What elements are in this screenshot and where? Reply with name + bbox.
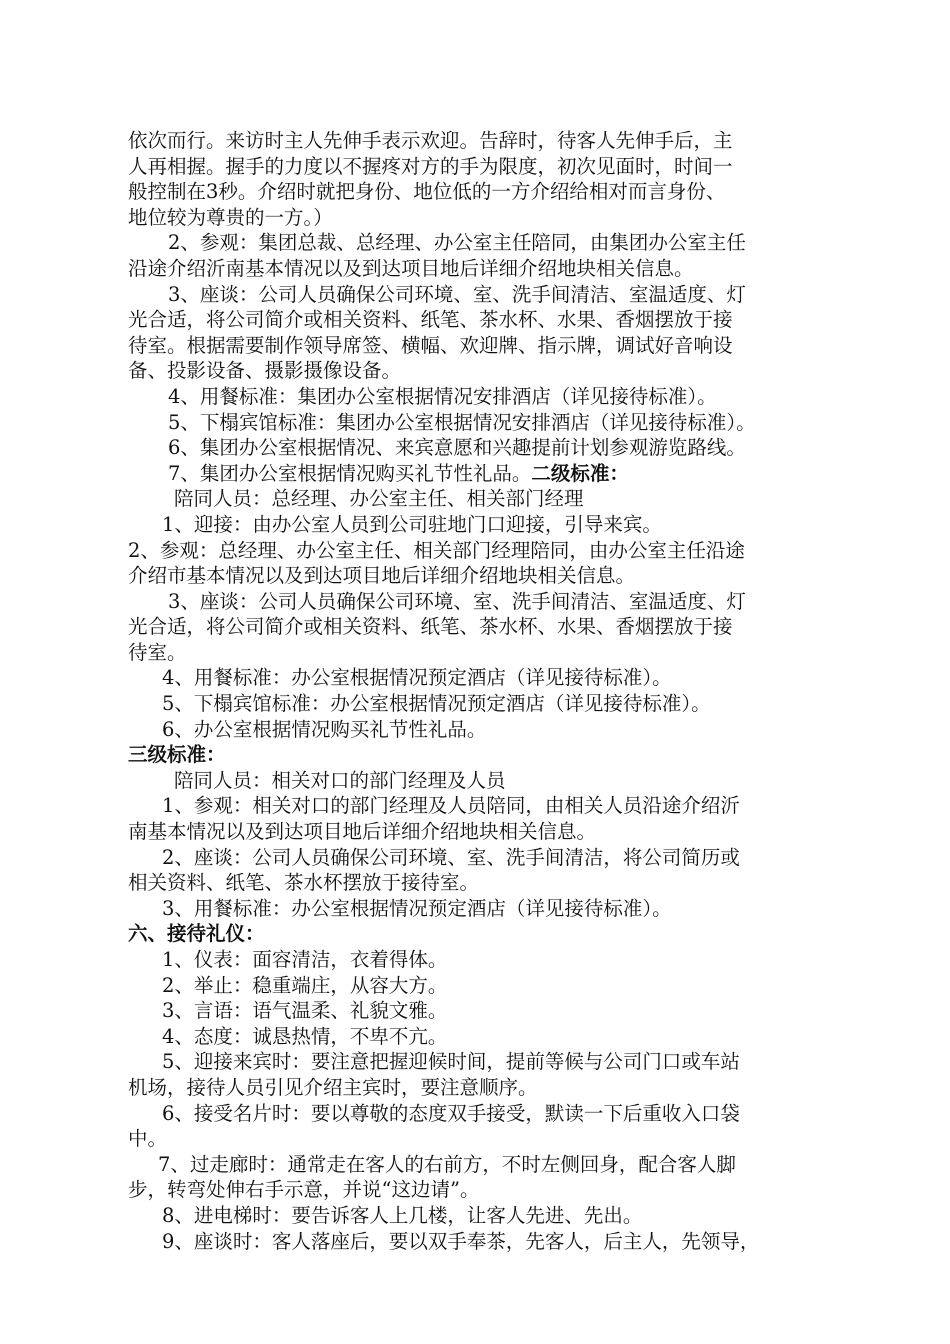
text-line: 4、用餐标准：办公室根据情况预定酒店（详见接待标准）。 [162,666,672,690]
text-line: 沿途介绍沂南基本情况以及到达项目地后详细介绍地块相关信息。 [128,256,694,280]
text-line: 4、用餐标准：集团办公室根据情况安排酒店（详见接待标准）。 [168,384,717,408]
text-line: 南基本情况以及到达项目地后详细介绍地块相关信息。 [128,820,597,844]
text-line: 2、举止：稳重端庄，从容大方。 [162,973,448,997]
text-line: 备、投影设备、摄影摄像设备。 [128,359,402,383]
section-heading: 六、接待礼仪： [128,922,265,946]
text-line: 中。 [128,1127,168,1151]
text-line: 3、言语：语气温柔、礼貌文雅。 [162,999,448,1023]
text-line: 光合适，将公司简介或相关资料、纸笔、茶水杯、水果、香烟摆放于接 [128,308,733,332]
text-line: 3、座谈：公司人员确保公司环境、室、洗手间清洁、室温适度、灯 [168,282,746,306]
text-line: 1、仪表：面容清洁，衣着得体。 [162,948,448,971]
text-line: 待室。 [128,640,187,664]
document-body [128,128,840,1254]
text-line: 5、下榻宾馆标准：集团办公室根据情况安排酒店（详见接待标准）。 [168,410,756,434]
text-line: 般控制在3秒。介绍时就把身份、地位低的一方介绍给相对而言身份、 [128,180,726,204]
text-line: 4、态度：诚恳热情，不卑不亢。 [162,1024,448,1048]
text-line: 机场，接待人员引见介绍主宾时，要注意顺序。 [128,1075,538,1099]
section-heading: 二级标准： [531,461,629,485]
text-line: 地位较为尊贵的一方。） [128,205,333,229]
text-line: 2、参观：集团总裁、总经理、办公室主任陪同，由集团办公室主任 [168,231,746,255]
text-line: 6、集团办公室根据情况、来宾意愿和兴趣提前计划参观游览路线。 [168,436,746,460]
text-line: 1、迎接：由办公室人员到公司驻地门口迎接，引导来宾。 [162,512,662,536]
text-line: 2、座谈：公司人员确保公司环境、室、洗手间清洁，将公司简历或 [162,845,740,869]
text-line: 光合适，将公司简介或相关资料、纸笔、茶水杯、水果、香烟摆放于接 [128,615,733,639]
text-line: 2、参观：总经理、办公室主任、相关部门经理陪同，由办公室主任沿途 [128,538,745,562]
text-line: 陪同人员：相关对口的部门经理及人员 [174,768,506,792]
text-line: 9、座谈时：客人落座后，要以双手奉茶，先客人，后主人，先领导， [162,1229,760,1253]
text-line: 介绍市基本情况以及到达项目地后详细介绍地块相关信息。 [128,564,636,588]
text-line: 3、用餐标准：办公室根据情况预定酒店（详见接待标准）。 [162,896,672,920]
text-line: 依次而行。来访时主人先伸手表示欢迎。告辞时，待客人先伸手后，主 [128,129,733,152]
text-line: 3、座谈：公司人员确保公司环境、室、洗手间清洁、室温适度、灯 [168,589,746,613]
text-line: 6、接受名片时：要以尊敬的态度双手接受，默读一下后重收入口袋 [162,1101,740,1125]
text-line: 人再相握。握手的力度以不握疼对方的手为限度，初次见面时，时间一 [128,154,733,178]
text-line: 7、过走廊时：通常走在客人的右前方，不时左侧回身，配合客人脚 [158,1152,736,1176]
text-line: 5、迎接来宾时：要注意把握迎候时间，提前等候与公司门口或车站 [162,1050,740,1074]
text-run: 7、集团办公室根据情况购买礼节性礼品。 [168,461,532,485]
text-line: 1、参观：相关对口的部门经理及人员陪同，由相关人员沿途介绍沂 [162,794,740,818]
text-line: 待室。根据需要制作领导席签、横幅、欢迎牌、指示牌，调试好音响设 [128,333,733,357]
section-heading: 三级标准： [128,743,226,767]
text-line: 相关资料、纸笔、茶水杯摆放于接待室。 [128,871,480,895]
text-line: 8、进电梯时：要告诉客人上几楼，让客人先进、先出。 [162,1203,643,1227]
text-line: 5、下榻宾馆标准：办公室根据情况预定酒店（详见接待标准）。 [162,692,711,716]
text-line [128,461,840,487]
text-line: 步，转弯处伸右手示意，并说“这边请”。 [128,1178,480,1202]
text-line: 陪同人员：总经理、办公室主任、相关部门经理 [174,487,584,511]
text-line: 6、办公室根据情况购买礼节性礼品。 [162,717,487,741]
